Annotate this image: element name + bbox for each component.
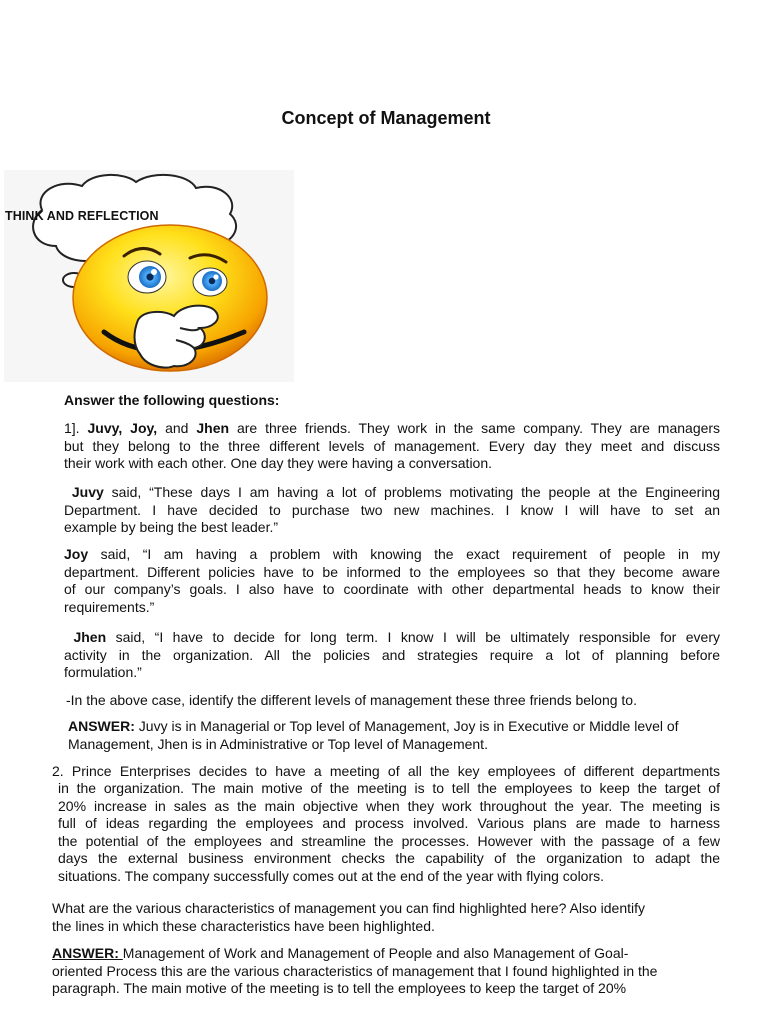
q2-paragraph <box>52 763 720 781</box>
juvy-line-2: Department. I have decided to purchase two new machines. I know I will have to set an <box>64 501 720 518</box>
q1-names-b: Jhen <box>196 420 230 436</box>
jhen-line-1 <box>64 629 720 647</box>
page-title: Concept of Management <box>281 108 491 128</box>
jhen-name: Jhen <box>73 629 107 645</box>
instructions-heading: Answer the following questions: <box>64 392 280 408</box>
joy-line-1 <box>64 546 720 564</box>
juvy-name: Juvy <box>71 484 104 500</box>
juvy-line-1-text: said, “These days I am having a lot of problems motivating the people at the Engineering <box>111 484 721 500</box>
q2-answer-line-1-text: Management of Work and Management of People and also Management of Goal- <box>122 945 629 961</box>
q2-question <box>52 900 720 935</box>
joy-line-4: requirements.” <box>64 598 155 615</box>
juvy-quote <box>64 484 720 537</box>
joy-line-1-text: said, “I am having a problem with knowing the exact requirement of people in my <box>100 546 721 562</box>
q1-names-a: Juvy, Joy, <box>87 420 158 436</box>
q2-line-2: in the organization. The main motive of the meeting is to tell the employees to keep the target of <box>58 780 720 796</box>
q2-line-6: days the external business environment checks the capability of the organization to adapt the <box>58 850 720 866</box>
q1-intro-line-1 <box>64 420 720 438</box>
q1-answer <box>68 718 760 753</box>
q2-line-7: situations. The company successfully comes out at the end of the year with flying colors. <box>58 867 605 884</box>
q1-number: 1]. <box>64 420 80 436</box>
joy-line-3: of our company’s goals. I also have to coordinate with other departmental heads to know their <box>64 581 720 597</box>
q2-paragraph-body <box>58 780 720 885</box>
jhen-line-2: activity in the organization. All the policies and strategies require a lot of planning before <box>64 646 720 663</box>
q2-question-line-2: the lines in which these characteristics have been highlighted. <box>52 917 435 934</box>
q1-answer-line-2: Management, Jhen is in Administrative or Top level of Management. <box>68 735 488 752</box>
q1-intro-line-2: but they belong to the three different levels of management. Every day they meet and discuss <box>64 437 720 454</box>
q2-line-5: the potential of the employees and streamline the processes. However with the passage of a few <box>58 832 720 849</box>
jhen-quote <box>64 629 720 682</box>
q2-question-line-1: What are the various characteristics of management you can find highlighted here? Also identify <box>52 900 645 916</box>
q2-line-3: 20% increase in sales as the main objective when they work throughout the year. The meeting is <box>58 797 720 814</box>
jhen-line-3: formulation.” <box>64 664 142 680</box>
joy-name: Joy <box>64 546 89 562</box>
joy-line-2: department. Different policies have to be informed to the employees so that they become aware <box>64 563 720 580</box>
q2-answer-line-1 <box>52 945 720 963</box>
q1-answer-line-1 <box>68 718 760 736</box>
thought-bubble-text: THINK AND REFLECTION <box>5 209 159 223</box>
jhen-line-1-text: said, “I have to decide for long term. I know I will be ultimately responsible for every <box>115 629 720 645</box>
joy-quote <box>64 546 720 616</box>
q1-answer-line-1-text: Juvy is in Managerial or Top level of Management, Joy is in Executive or Middle level of <box>138 718 679 734</box>
q2-line-1: 2. Prince Enterprises decides to have a meeting of all the key employees of different departments <box>52 763 720 779</box>
q2-line-4: full of ideas regarding the employees and process involved. Various plans are made to harness <box>58 815 720 831</box>
q2-answer <box>52 945 720 998</box>
q2-answer-label: ANSWER: <box>52 945 119 961</box>
q1-intro-l1-rest: are three friends. They work in the same company. They are managers <box>236 420 721 436</box>
q2-answer-line-2: oriented Process this are the various characteristics of management that I found highlighted in the <box>52 962 658 979</box>
q1-intro <box>64 420 720 473</box>
q1-names-and: and <box>165 420 189 436</box>
q1-answer-label: ANSWER: <box>68 718 135 734</box>
q1-intro-line-3: their work with each other. One day they were having a conversation. <box>64 455 493 471</box>
q2-answer-line-3: paragraph. The main motive of the meeting is to tell the employees to keep the target of 20% <box>52 980 627 996</box>
juvy-line-1 <box>64 484 720 502</box>
juvy-line-3: example by being the best leader.” <box>64 519 279 535</box>
thinking-emoji-illustration <box>4 170 294 382</box>
q1-question: -In the above case, identify the different levels of management these three friends belong to. <box>66 692 637 708</box>
